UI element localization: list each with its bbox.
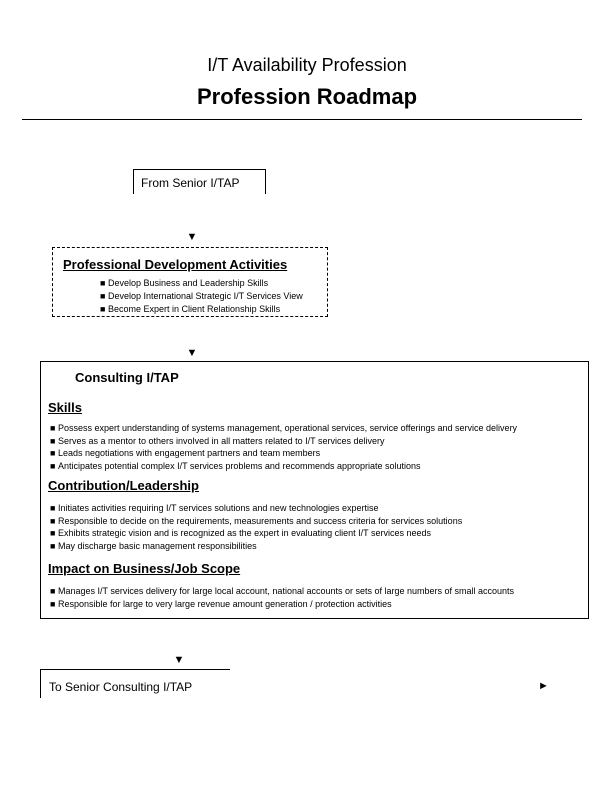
bullet-icon: ■ [100,304,106,314]
bullet-icon: ■ [50,448,56,458]
skills-heading: Skills [48,400,82,415]
to-role-label: To Senior Consulting I/TAP [49,680,193,694]
list-item: ■ Develop Business and Leadership Skills [100,278,269,288]
pda-list [100,277,303,316]
from-role-label: From Senior I/TAP [141,176,240,190]
contribution-list [50,502,590,552]
list-item: ■ Serves as a mentor to others involved in all matters related to I/T services delivery [50,435,385,446]
list-item: ■ Responsible to decide on the requirements, measurements and success criteria for services solutions [50,515,463,526]
down-arrow-icon: ▼ [186,231,198,243]
right-arrow-icon: ► [538,680,549,692]
list-item: ■ Responsible for large to very large revenue amount generation / protection activities [50,598,392,609]
professional-development-box [52,247,328,317]
bullet-icon: ■ [50,540,56,551]
bullet-icon: ■ [50,515,56,526]
header-divider [22,119,582,120]
down-arrow-icon: ▼ [173,654,185,666]
bullet-icon: ■ [50,423,56,433]
impact-list [50,585,590,610]
list-item: ■ Anticipates potential complex I/T services problems and recommends appropriate solutions [50,460,421,471]
bullet-icon: ■ [50,503,56,513]
list-item: ■ Exhibits strategic vision and is recognized as the expert in evaluating client I/T services needs [50,528,432,538]
list-item: ■ Manages I/T services delivery for large local account, national accounts or sets of large numbers of small accounts [50,586,515,596]
page-title: Profession Roadmap [196,84,418,109]
bullet-icon: ■ [50,598,56,609]
list-item: ■ Initiates activities requiring I/T services solutions and new technologies expertise [50,503,379,513]
skills-list [50,422,590,472]
bullet-icon: ■ [50,435,56,446]
bullet-icon: ■ [50,460,56,471]
bullet-icon: ■ [50,586,56,596]
bullet-icon: ■ [100,278,106,288]
from-role-box [133,169,266,194]
bullet-icon: ■ [50,528,56,538]
contribution-heading: Contribution/Leadership [48,478,199,493]
pda-heading: Professional Development Activities [63,257,288,272]
list-item: ■ Develop International Strategic I/T Services View [100,291,303,301]
impact-heading: Impact on Business/Job Scope [48,561,241,576]
list-item: ■ May discharge basic management responsibilities [50,540,257,551]
to-role-box [40,669,230,698]
consulting-role-box [40,361,589,619]
down-arrow-icon: ▼ [186,347,198,359]
list-item: ■ Possess expert understanding of systems management, operational services, service offerings and service delivery [50,423,518,433]
list-item: ■ Leads negotiations with engagement partners and team members [50,448,321,458]
bullet-icon: ■ [100,291,106,301]
page-subtitle: I/T Availability Profession [207,55,407,75]
list-item: ■ Become Expert in Client Relationship Skills [100,304,281,314]
consulting-role-title: Consulting I/TAP [75,370,179,385]
